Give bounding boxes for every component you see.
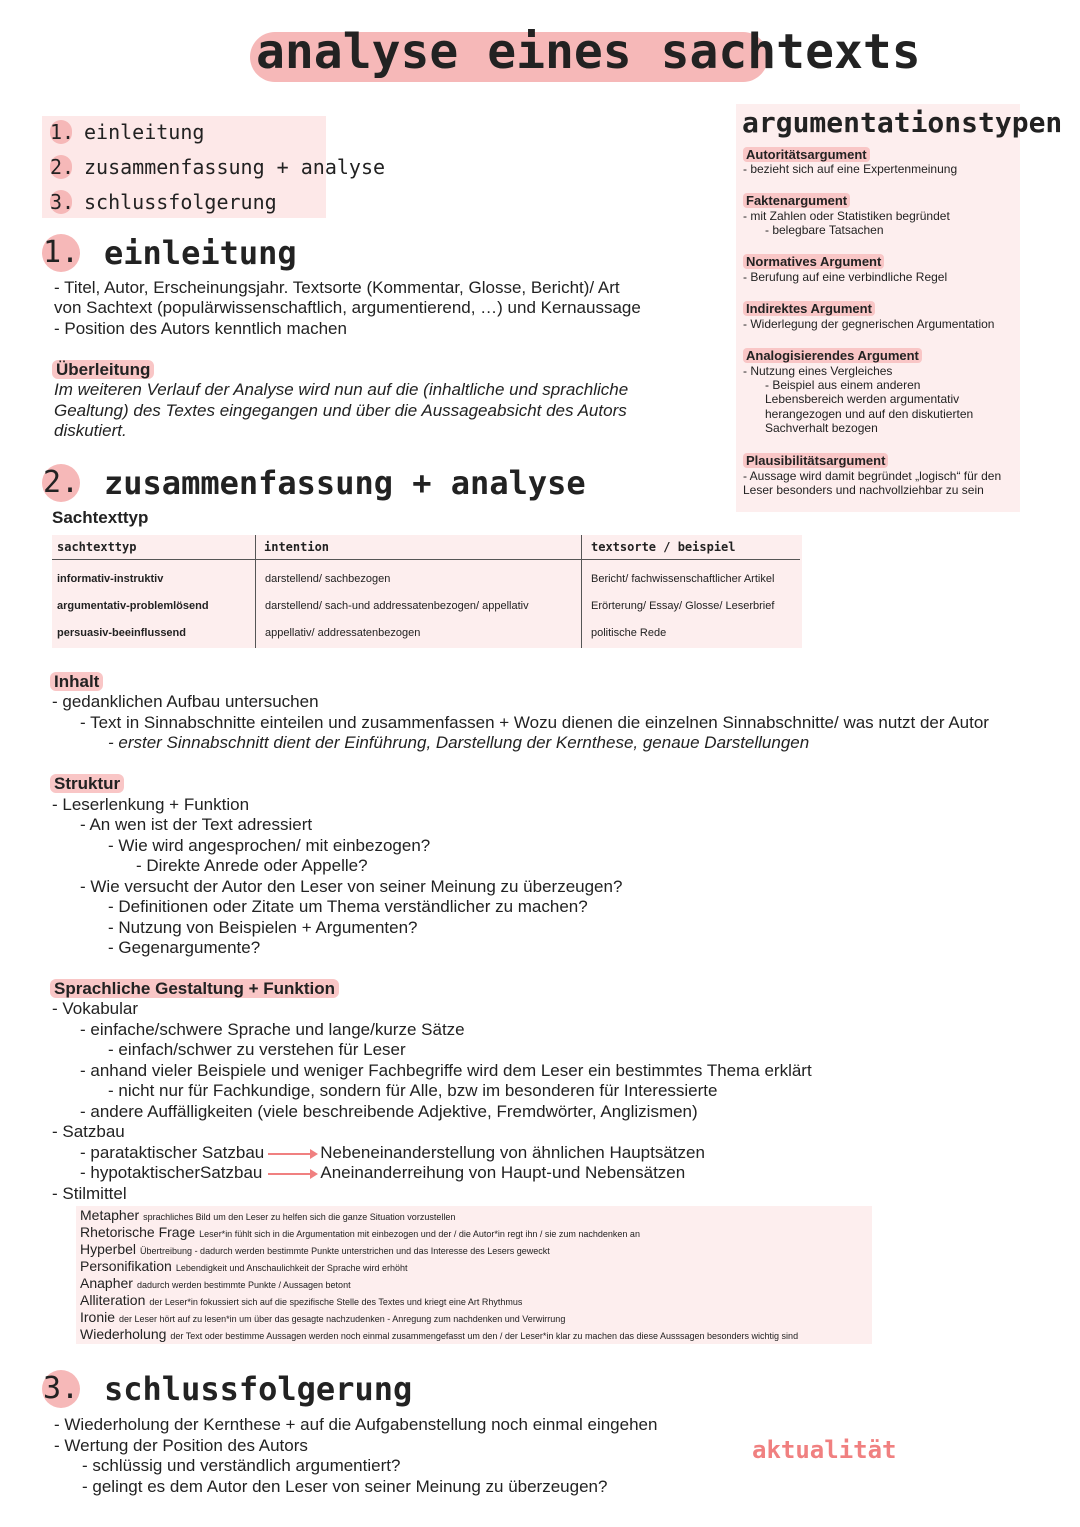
stilmittel-desc: der Text oder bestimme Aussagen werden noch einmal zusammengefasst um den / der Leser*in klar zu machen das diese Ausssagen besonders wichtig sind bbox=[170, 1331, 799, 1341]
table-cell: informativ-instruktiv bbox=[57, 573, 164, 585]
sprache-line: - Vokabular bbox=[52, 999, 138, 1018]
ueberleitung-label: Überleitung bbox=[52, 360, 154, 379]
stilmittel-item bbox=[80, 1258, 407, 1276]
stilmittel-item bbox=[80, 1224, 640, 1242]
section-title: einleitung bbox=[104, 234, 297, 272]
argument-name: Faktenargument bbox=[743, 193, 850, 208]
sprache-line: - einfach/schwer zu verstehen für Leser bbox=[108, 1040, 406, 1059]
inhalt-label: Inhalt bbox=[50, 672, 103, 691]
table-header: sachtexttyp bbox=[57, 540, 137, 554]
section-2-header bbox=[42, 464, 586, 502]
argument-name: Normatives Argument bbox=[743, 254, 884, 269]
struktur-label: Struktur bbox=[50, 774, 124, 793]
satzbau-desc: Aneinanderreihung von Haupt-und Nebensätzen bbox=[320, 1163, 686, 1182]
sec3-line: - schlüssig und verständlich argumentiert? bbox=[82, 1456, 401, 1475]
stilmittel-item bbox=[80, 1207, 455, 1225]
sec1-line: von Sachtext (populärwissenschaftlich, argumentierend, …) und Kernaussage bbox=[54, 298, 641, 317]
inhalt-line: - Text in Sinnabschnitte einteilen und zusammenfassen + Wozu dienen die einzelnen Sinnabschnitte/ was nutzt der Autor bbox=[80, 713, 989, 732]
stilmittel-item bbox=[80, 1275, 351, 1293]
stilmittel-desc: sprachliches Bild um den Leser zu helfen sich die ganze Situation vorzustellen bbox=[143, 1212, 456, 1222]
argument-desc: - Widerlegung der gegnerischen Argumentation bbox=[743, 317, 995, 331]
argument-name: Analogisierendes Argument bbox=[743, 348, 922, 363]
arrow-right-icon bbox=[268, 1173, 316, 1175]
struktur-line: - Leserlenkung + Funktion bbox=[52, 795, 250, 814]
table-cell: Bericht/ fachwissenschaftlicher Artikel bbox=[591, 573, 775, 585]
sec3-line: - Wertung der Position des Autors bbox=[54, 1436, 308, 1455]
table-divider bbox=[52, 559, 800, 560]
argument-desc: - Beispiel aus einem anderen bbox=[765, 378, 921, 392]
sec1-line: - Titel, Autor, Erscheinungsjahr. Textsorte (Kommentar, Glosse, Bericht)/ Art bbox=[54, 278, 620, 297]
toc-label: schlussfolgerung bbox=[84, 190, 277, 214]
sachtexttyp-label: Sachtexttyp bbox=[52, 508, 149, 527]
ueberleitung-line: Im weiteren Verlauf der Analyse wird nun auf die (inhaltliche und sprachliche bbox=[54, 380, 629, 399]
section-1-header bbox=[42, 234, 297, 272]
argument-desc: - Nutzung eines Vergleiches bbox=[743, 364, 893, 378]
struktur-line: - Direkte Anrede oder Appelle? bbox=[136, 856, 368, 875]
stilmittel-item bbox=[80, 1292, 522, 1310]
satzbau-term: - hypotaktischerSatzbau bbox=[80, 1163, 263, 1182]
argument-desc: herangezogen und auf den diskutierten bbox=[765, 407, 974, 421]
struktur-line: - Wie versucht der Autor den Leser von seiner Meinung zu überzeugen? bbox=[80, 877, 623, 896]
stilmittel-term: Anapher bbox=[80, 1275, 133, 1291]
section-number: 2. bbox=[42, 465, 80, 500]
stilmittel-desc: Lebendigkeit und Anschaulichkeit der Sprache wird erhöht bbox=[175, 1263, 408, 1273]
section-title: zusammenfassung + analyse bbox=[104, 464, 586, 502]
stilmittel-term: Metapher bbox=[80, 1207, 140, 1223]
argument-name: Autoritätsargument bbox=[743, 147, 870, 162]
stilmittel-desc: der Leser hört auf zu lesen*in um über das gesagte nachzudenken - Anregung zum nachdenken und Verwirrung bbox=[119, 1314, 566, 1324]
toc-item bbox=[50, 155, 385, 179]
argument-desc: Sachverhalt bezogen bbox=[765, 421, 878, 435]
toc-number: 3. bbox=[50, 190, 75, 214]
page-title: analyse eines sachtexts bbox=[256, 24, 921, 80]
satzbau-row bbox=[80, 1143, 705, 1164]
struktur-line: - Wie wird angesprochen/ mit einbezogen? bbox=[108, 836, 431, 855]
section-number: 1. bbox=[42, 235, 80, 270]
stilmittel-term: Wiederholung bbox=[80, 1326, 167, 1342]
argument-desc: - bezieht sich auf eine Expertenmeinung bbox=[743, 162, 958, 176]
toc-item bbox=[50, 120, 204, 144]
table-header: intention bbox=[264, 540, 330, 554]
sprache-label: Sprachliche Gestaltung + Funktion bbox=[50, 979, 339, 998]
sprache-line: - einfache/schwere Sprache und lange/kurze Sätze bbox=[80, 1020, 465, 1039]
ueberleitung-line: Gealtung) des Textes eingegangen und über die Aussageabsicht des Autors bbox=[54, 401, 627, 420]
stilmittel-label: - Stilmittel bbox=[52, 1184, 127, 1203]
stilmittel-box bbox=[76, 1206, 872, 1344]
struktur-line: - Nutzung von Beispielen + Argumenten? bbox=[108, 918, 418, 937]
stilmittel-term: Rhetorische Frage bbox=[80, 1224, 196, 1240]
argument-desc: - belegbare Tatsachen bbox=[765, 223, 884, 237]
table-cell: argumentativ-problemlösend bbox=[57, 600, 209, 612]
table-cell: persuasiv-beeinflussend bbox=[57, 627, 186, 639]
stilmittel-desc: Übertreibung - dadurch werden bestimmte Punkte unterstrichen und das Interesse des Lesers geweckt bbox=[140, 1246, 550, 1256]
argument-desc: Lebensbereich werden argumentativ bbox=[765, 392, 960, 406]
table-divider bbox=[255, 535, 256, 648]
sec3-line: - gelingt es dem Autor den Leser von seiner Meinung zu überzeugen? bbox=[82, 1477, 608, 1496]
section-number: 3. bbox=[42, 1371, 80, 1406]
argument-types-box bbox=[736, 104, 1020, 512]
section-3-header bbox=[42, 1370, 412, 1408]
argument-desc: - Berufung auf eine verbindliche Regel bbox=[743, 270, 948, 284]
table-cell: politische Rede bbox=[591, 627, 667, 639]
arrow-right-icon bbox=[268, 1153, 316, 1155]
sprache-line: - anhand vieler Beispiele und weniger Fachbegriffe wird dem Leser ein bestimmtes Thema erklärt bbox=[80, 1061, 812, 1080]
struktur-line: - Gegenargumente? bbox=[108, 938, 261, 957]
stilmittel-term: Alliteration bbox=[80, 1292, 146, 1308]
argument-types-title: argumentationstypen bbox=[742, 106, 1063, 139]
satzbau-row bbox=[80, 1163, 685, 1184]
stilmittel-item bbox=[80, 1241, 550, 1259]
inhalt-line: - erster Sinnabschnitt dient der Einführung, Darstellung der Kernthese, genaue Darstellungen bbox=[108, 733, 810, 752]
argument-desc: Leser besonders und nachvollziehbar zu sein bbox=[743, 483, 984, 497]
toc-item bbox=[50, 190, 277, 214]
argument-name: Plausibilitätsargument bbox=[743, 453, 888, 468]
stilmittel-term: Personifikation bbox=[80, 1258, 172, 1274]
sprache-line: - andere Auffälligkeiten (viele beschreibende Adjektive, Fremdwörter, Anglizismen) bbox=[80, 1102, 698, 1121]
sprache-line: - Satzbau bbox=[52, 1122, 125, 1141]
ueberleitung-line: diskutiert. bbox=[54, 421, 127, 440]
table-cell: Erörterung/ Essay/ Glosse/ Leserbrief bbox=[591, 600, 775, 612]
sprache-line: - nicht nur für Fachkundige, sondern für Alle, bzw im besonderen für Interessierte bbox=[108, 1081, 718, 1100]
argument-desc: - Aussage wird damit begründet „logisch“ für den bbox=[743, 469, 1002, 483]
sachtexttyp-table bbox=[52, 535, 802, 648]
stilmittel-desc: der Leser*in fokussiert sich auf die spezifische Stelle des Textes und kriegt eine Art Rhythmus bbox=[149, 1297, 523, 1307]
struktur-line: - An wen ist der Text adressiert bbox=[80, 815, 313, 834]
table-cell: darstellend/ sachbezogen bbox=[265, 573, 391, 585]
sec3-line: - Wiederholung der Kernthese + auf die Aufgabenstellung noch einmal eingehen bbox=[54, 1415, 658, 1434]
stilmittel-item bbox=[80, 1309, 565, 1327]
stilmittel-term: Hyperbel bbox=[80, 1241, 137, 1257]
inhalt-line: - gedanklichen Aufbau untersuchen bbox=[52, 692, 319, 711]
table-header: textsorte / beispiel bbox=[591, 540, 736, 554]
satzbau-term: - parataktischer Satzbau bbox=[80, 1143, 265, 1162]
table-divider bbox=[581, 535, 582, 648]
stilmittel-desc: Leser*in fühlt sich in die Argumentation mit einbezogen und der / die Autor*in regt ihn / sie zum nachdenken an bbox=[199, 1229, 640, 1239]
toc-label: einleitung bbox=[84, 120, 205, 144]
table-cell: darstellend/ sach-und addressatenbezogen/ appellativ bbox=[265, 600, 529, 612]
table-cell: appellativ/ addressatenbezogen bbox=[265, 627, 421, 639]
toc-number: 1. bbox=[50, 120, 75, 144]
sec1-line: - Position des Autors kenntlich machen bbox=[54, 319, 347, 338]
toc-label: zusammenfassung + analyse bbox=[84, 155, 386, 179]
stilmittel-term: Ironie bbox=[80, 1309, 116, 1325]
argument-desc: - mit Zahlen oder Statistiken begründet bbox=[743, 209, 950, 223]
satzbau-desc: Nebeneinanderstellung von ähnlichen Hauptsätzen bbox=[320, 1143, 705, 1162]
table-of-contents bbox=[42, 116, 386, 218]
struktur-line: - Definitionen oder Zitate um Thema verständlicher zu machen? bbox=[108, 897, 588, 916]
toc-number: 2. bbox=[50, 155, 75, 179]
section-title: schlussfolgerung bbox=[104, 1370, 413, 1408]
aktualitaet-note: aktualität bbox=[752, 1436, 897, 1464]
stilmittel-item bbox=[80, 1326, 798, 1344]
stilmittel-desc: dadurch werden bestimmte Punkte / Aussagen betont bbox=[136, 1280, 351, 1290]
argument-name: Indirektes Argument bbox=[743, 301, 875, 316]
